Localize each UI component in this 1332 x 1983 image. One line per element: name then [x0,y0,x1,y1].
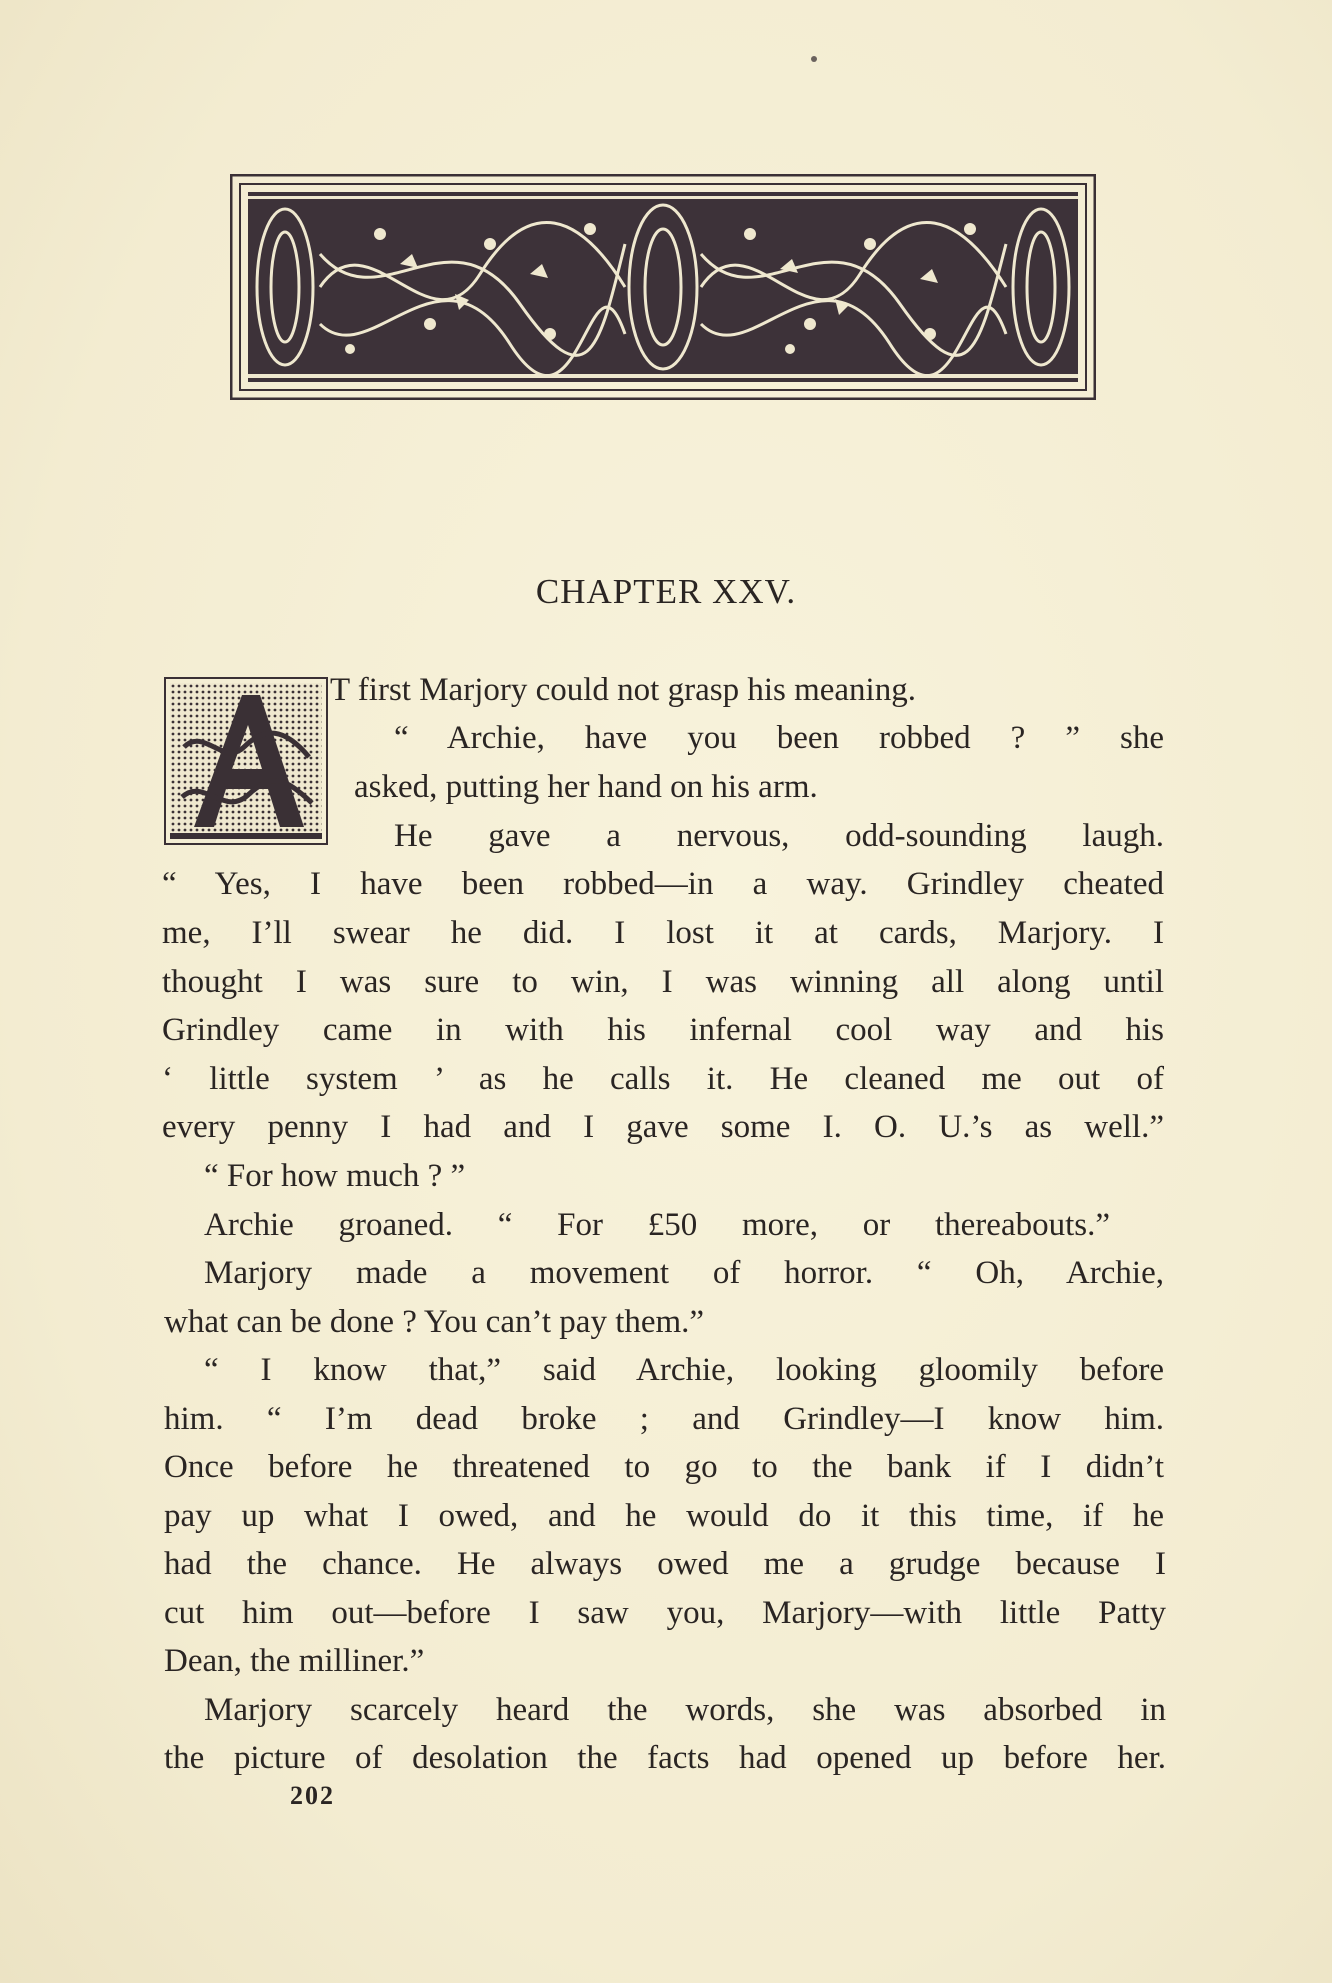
chapter-title: CHAPTER XXV. [535,572,797,611]
text-line: “ For how much ? ” [204,1158,466,1194]
text-line: He gave a nervous, odd-sounding laugh. [394,818,1164,854]
text-line: Grindley came in with his infernal cool way and his [162,1012,1164,1048]
text-line: thought I was sure to win, I was winning all along until [162,964,1164,1000]
text-line: Once before he threatened to go to the bank if I didn’t [164,1449,1164,1485]
text-line: cut him out—before I saw you, Marjory—with little Patty [164,1595,1166,1631]
text-line: ‘ little system ’ as he calls it. He cleaned me out of [162,1061,1164,1097]
text-line: Dean, the milliner.” [164,1643,425,1679]
text-line: pay up what I owed, and he would do it this time, if he [164,1498,1164,1534]
page-number: 202 [290,1781,335,1810]
text-line: what can be done ? You can’t pay them.” [164,1304,705,1340]
text-line: “ Yes, I have been robbed—in a way. Grindley cheated [162,866,1164,902]
text-line: Marjory made a movement of horror. “ Oh, Archie, [204,1255,1164,1291]
text-line: me, I’ll swear he did. I lost it at cards, Marjory. I [162,915,1164,951]
text-line: every penny I had and I gave some I. O. U.’s as well.” [162,1109,1164,1145]
drop-cap-ornament [164,677,328,845]
text-line: “ Archie, have you been robbed ? ” she [394,720,1164,756]
text-line: him. “ I’m dead broke ; and Grindley—I know him. [164,1401,1164,1437]
text-line: Marjory scarcely heard the words, she was absorbed in [204,1692,1166,1728]
ornamental-headpiece [230,174,1096,400]
print-speck [811,56,817,62]
text-line: the picture of desolation the facts had opened up before her. [164,1740,1166,1776]
text-line: asked, putting her hand on his arm. [354,769,818,805]
text-line: had the chance. He always owed me a grudge because I [164,1546,1166,1582]
text-line: T first Marjory could not grasp his meaning. [330,672,916,708]
text-line: “ I know that,” said Archie, looking gloomily before [204,1352,1164,1388]
text-line: Archie groaned. “ For £50 more, or thereabouts.” [204,1207,1110,1243]
